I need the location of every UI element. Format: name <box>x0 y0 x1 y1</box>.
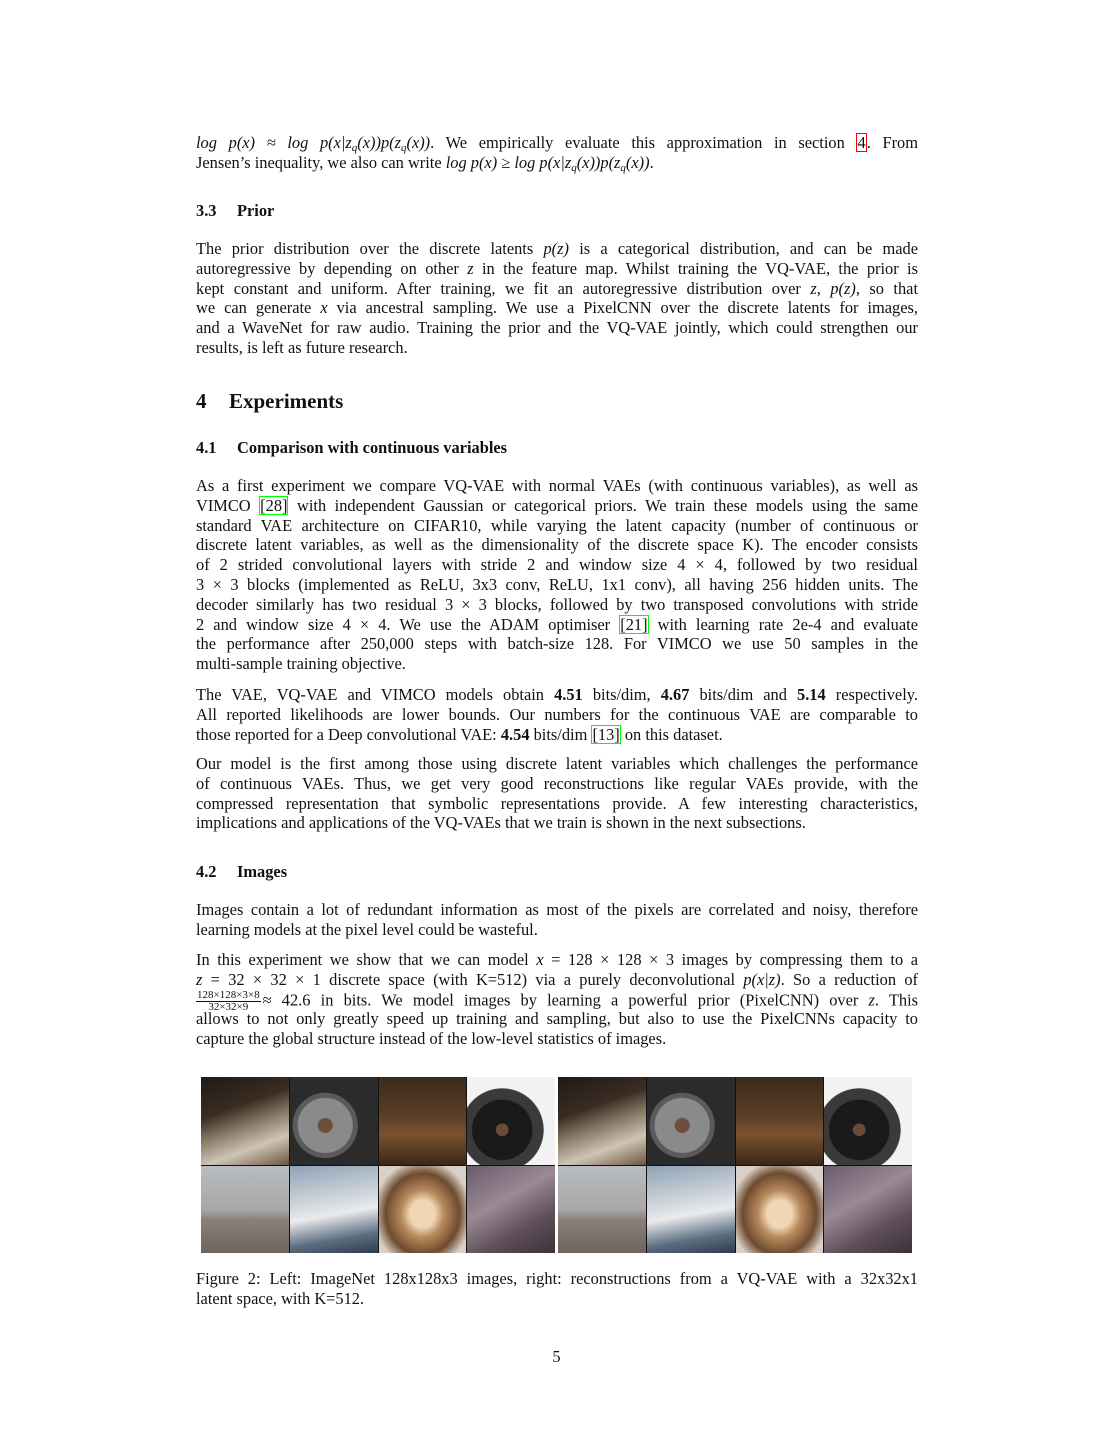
text-line: Images contain a lot of redundant information as most of the pixels are correlated and noisy, therefore <box>196 900 918 919</box>
image-brake-disc <box>290 1077 378 1165</box>
paragraph-images-intro <box>196 900 918 940</box>
text-line: implications and applications of the VQ-VAEs that we train is shown in the next subsections. <box>196 813 806 833</box>
fraction-denominator: 32×32×9 <box>208 1000 249 1013</box>
section-4-heading <box>196 389 918 413</box>
text-line: The prior distribution over the discrete latents p(z) is a categorical distribution, and can be made <box>196 239 918 258</box>
section-4-1-heading <box>196 438 918 458</box>
citation-link[interactable]: [28] <box>260 495 288 515</box>
text-line: latent space, with K=512. <box>196 1288 365 1308</box>
figure-2 <box>201 1077 912 1253</box>
text-line: of 2 strided convolutional layers with stride 2 and window size 4 × 4, followed by two residual <box>196 555 918 575</box>
image-sailboat <box>290 1166 378 1254</box>
math-expression: log p(x) ≈ log p(x|z <box>196 133 352 152</box>
original-images-grid <box>201 1077 555 1253</box>
math-expression: (x)) <box>406 133 431 152</box>
text-line: Jensen’s inequality, we also can write $\log p(x) \ge \log p(x|z_q(x))p(z_q(x))$. <box>196 152 654 174</box>
text-line: Our model is the first among those using discrete latent variables which challenges the performance <box>196 754 918 773</box>
reconstruction-brake-disc <box>647 1077 735 1165</box>
heading <box>196 438 918 458</box>
paragraph-comparison <box>196 476 918 674</box>
reconstruction-hyena <box>824 1166 912 1254</box>
citation-link[interactable]: [21] <box>620 614 648 634</box>
text-line: of continuous VAEs. Thus, we get very good reconstructions like regular VAEs provide, with the <box>196 773 918 793</box>
text-line: All reported likelihoods are lower bounds. Our numbers for the continuous VAE are comparable to <box>196 704 918 724</box>
heading-number: 4.2 <box>196 862 217 881</box>
heading <box>196 389 918 413</box>
heading-title: Images <box>237 862 288 881</box>
text-line: 2 and window size 4 × 4. We use the ADAM optimiser [21] with learning rate 2e-4 and evaluate <box>196 614 918 634</box>
text-line: multi-sample training objective. <box>196 654 406 674</box>
image-bowl <box>379 1077 467 1165</box>
bold-value: 5.14 <box>797 685 826 704</box>
image-hyena <box>467 1166 555 1254</box>
math-subscript: q <box>351 142 358 154</box>
text-line: The VAE, VQ-VAE and VIMCO models obtain 4.51 bits/dim, 4.67 bits/dim and 5.14 respectively. <box>196 685 918 704</box>
heading-number: 4 <box>196 389 207 413</box>
section-4-2-heading <box>196 862 918 882</box>
reconstruction-bowl <box>736 1077 824 1165</box>
heading-title: Prior <box>237 201 275 220</box>
text-line: we can generate x via ancestral sampling. We use a PixelCNN over the discrete latents for images, <box>196 298 918 318</box>
image-beach <box>201 1166 289 1254</box>
text-line: decoder similarly has two residual 3 × 3 blocks, followed by two transposed convolutions with stride <box>196 594 918 614</box>
math-expression: z <box>810 278 817 298</box>
reconstruction-sailboat <box>647 1166 735 1254</box>
text-line: standard VAE architecture on CIFAR10, while varying the latent capacity (number of continuous or <box>196 515 918 535</box>
math-expression: z <box>196 969 203 989</box>
math-subscript: q <box>400 142 407 154</box>
reconstruction-hand <box>558 1077 646 1165</box>
paragraph-images-experiment <box>196 950 918 1049</box>
math-expression: x <box>536 950 544 969</box>
reconstruction-beach <box>558 1166 646 1254</box>
text-line: $\frac{128\times 128\times 3\times 8}{32\times 32\times 9}$ ≈ 42.6 in bits. We model images by learning a powerful prior (PixelCNN) over z. This <box>197 988 919 1013</box>
heading <box>196 201 918 221</box>
text-line: $\log p(x) \approx \log p(x|z_q(x))p(z_q(x))$. We empirically evaluate this approximation in section 4. From <box>196 133 918 154</box>
heading-number: 4.1 <box>196 438 217 457</box>
text-line: results, is left as future research. <box>196 337 408 357</box>
paragraph-prior <box>196 239 918 358</box>
page-number: 5 <box>552 1347 561 1366</box>
text-line: compressed representation that symbolic representations provide. A few interesting characteristics, <box>196 793 918 813</box>
text-line: autoregressive by depending on other z in the feature map. Whilst training the VQ-VAE, the prior is <box>196 258 918 278</box>
image-dog <box>379 1166 467 1254</box>
image-hand <box>201 1077 289 1165</box>
text-line: discrete latent variables, as well as the dimensionality of the discrete space K). The encoder consists <box>196 535 918 555</box>
section-reference-link[interactable]: 4 <box>857 133 866 152</box>
reconstruction-dog <box>736 1166 824 1254</box>
figure-caption <box>196 1269 918 1309</box>
math-expression: p(z) <box>830 278 856 298</box>
math-subscript: q <box>571 161 577 174</box>
math-expression: (x)) <box>625 152 650 172</box>
reconstructions-grid <box>558 1077 912 1253</box>
reconstruction-binoculars <box>824 1077 912 1165</box>
text-line: z = 32 × 32 × 1 discrete space (with K=512) via a purely deconvolutional p(x|z). So a reduction of <box>196 969 918 989</box>
math-expression: (x))p(z <box>576 152 621 172</box>
paragraph-results <box>196 685 918 744</box>
math-subscript: q <box>620 161 626 174</box>
bold-value: 4.51 <box>554 685 583 704</box>
paragraph-jensen <box>196 133 918 173</box>
bold-value: 4.67 <box>660 685 690 704</box>
math-expression: x <box>320 298 328 318</box>
image-binoculars <box>467 1077 555 1165</box>
heading-number: 3.3 <box>196 201 217 220</box>
text-line: capture the global structure instead of the low-level statistics of images. <box>196 1029 667 1049</box>
text-line: In this experiment we show that we can model x = 128 × 128 × 3 images by compressing them to a <box>196 950 918 969</box>
fraction-numerator: 128×128×3×8 <box>197 988 260 1001</box>
text-line: learning models at the pixel level could be wasteful. <box>196 919 538 939</box>
math-expression: (x))p(z <box>357 133 401 152</box>
paragraph-discussion <box>196 754 918 833</box>
math-expression: log p(x) ≥ log p(x|z <box>445 152 572 172</box>
text-line: and a WaveNet for raw audio. Training the prior and the VQ-VAE jointly, which could strengthen our <box>196 318 918 338</box>
section-3-3-heading <box>196 201 918 221</box>
text-line: As a first experiment we compare VQ-VAE with normal VAEs (with continuous variables), as well as <box>196 476 918 495</box>
bold-value: 4.54 <box>500 724 530 744</box>
text-line: those reported for a Deep convolutional VAE: 4.54 bits/dim [13] on this dataset. <box>196 724 723 744</box>
text-line: the performance after 250,000 steps with batch-size 128. For VIMCO we use 50 samples in the <box>196 634 918 654</box>
text-line: VIMCO [28] with independent Gaussian or categorical priors. We train these models using the same <box>196 495 918 515</box>
heading <box>196 862 918 882</box>
text-line: allows to not only greatly speed up training and sampling, but also to use the PixelCNNs capacity to <box>196 1009 918 1029</box>
math-expression: z <box>868 989 875 1009</box>
text-line: kept constant and uniform. After training, we fit an autoregressive distribution over z, p(z), so that <box>196 278 919 298</box>
heading-title: Comparison with continuous variables <box>237 438 508 457</box>
math-expression: z <box>467 258 474 278</box>
heading-title: Experiments <box>229 389 344 413</box>
text-line: 3 × 3 blocks (implemented as ReLU, 3x3 conv, ReLU, 1x1 conv), all having 256 hidden units. The <box>196 574 918 594</box>
math-expression: p(z) <box>543 239 569 258</box>
math-expression: p(x|z) <box>743 969 781 989</box>
text-line: Figure 2: Left: ImageNet 128x128x3 images, right: reconstructions from a VQ-VAE with a 32x32x1 <box>196 1269 918 1288</box>
citation-link[interactable]: [13] <box>592 724 620 744</box>
